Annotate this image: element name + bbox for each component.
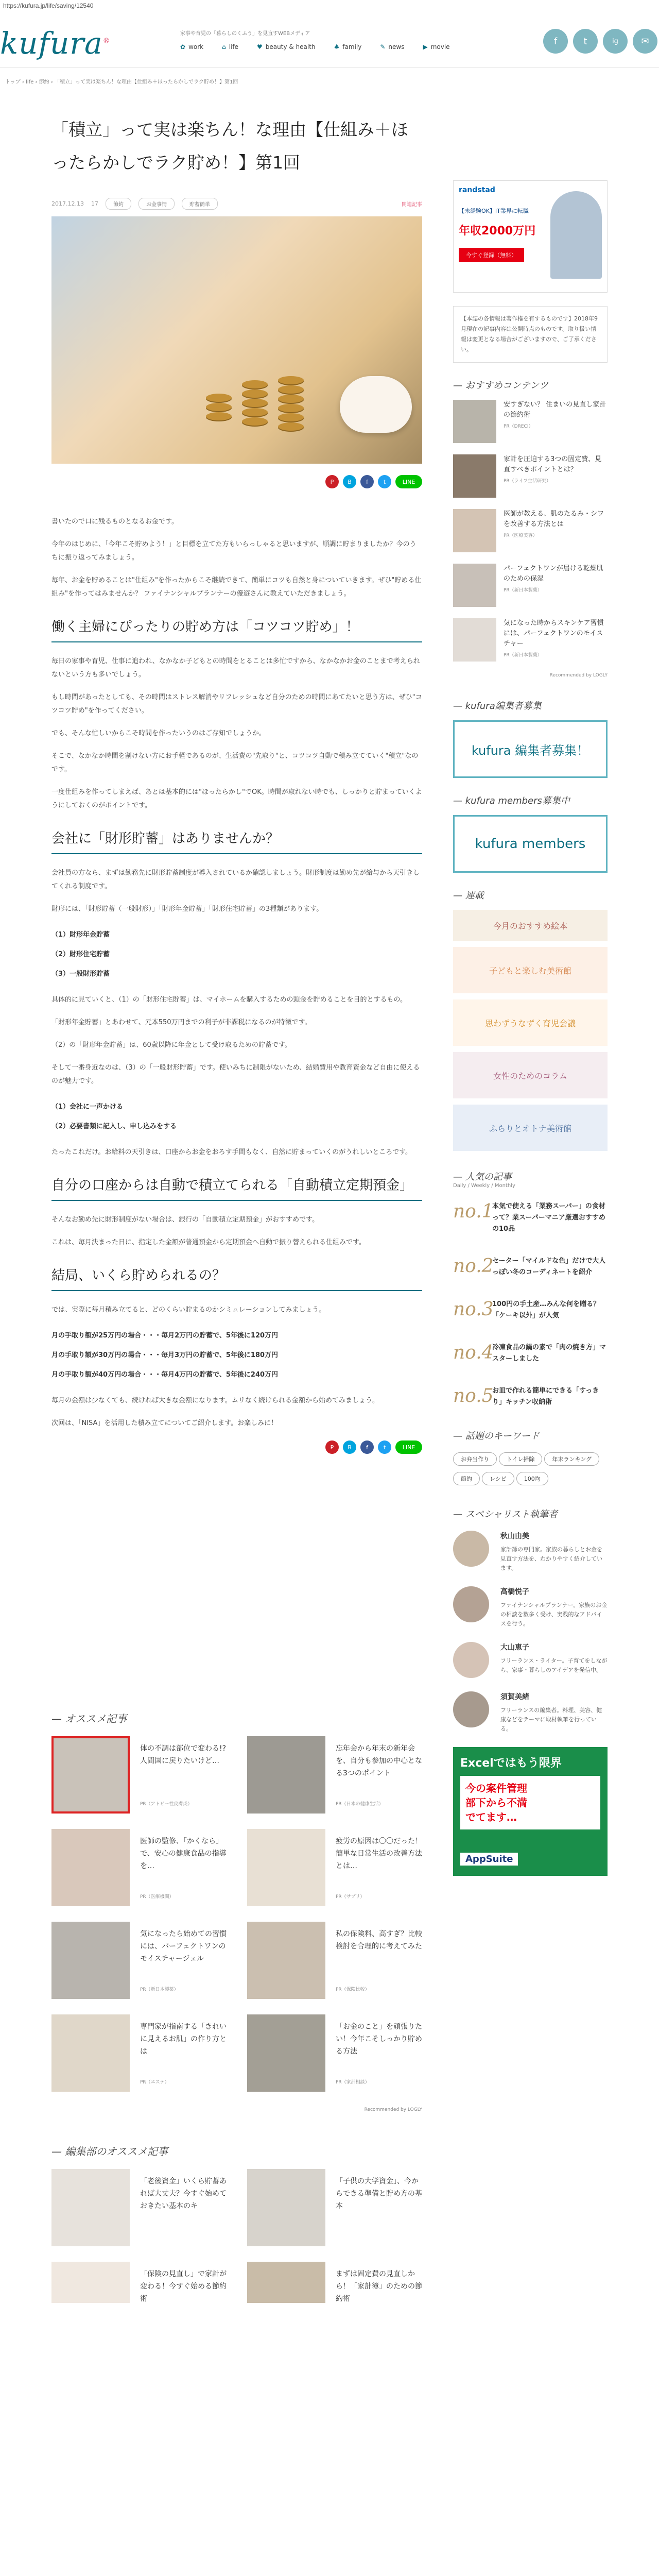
- section-heading: 結局、いくら貯められるの？: [51, 1265, 422, 1291]
- keyword-chip[interactable]: 節約: [453, 1472, 480, 1485]
- tag-chip[interactable]: 節約: [106, 198, 131, 210]
- rec-card[interactable]: 医師の監修、「かくなら」で、安心の健康食品の指導を… PR（医療機関）: [51, 1829, 227, 1906]
- piggy-bank: [340, 376, 412, 433]
- paragraph: 今年のはじめに、「今年こそ貯めよう！」と目標を立てた方もいらっしゃると思いますが、順調に貯まりましたか？今のうちに振り返ってみましょう。: [51, 540, 417, 562]
- line-share-icon[interactable]: LINE: [395, 1440, 422, 1454]
- facebook-share-icon[interactable]: f: [360, 1440, 374, 1454]
- paragraph: 「財形年金貯蓄」とあわせて、元本550万円までの利子が非課税になるのが特徴です。: [51, 1019, 311, 1026]
- pinterest-icon[interactable]: P: [325, 475, 339, 488]
- nav-movie[interactable]: ▶ movie: [423, 43, 450, 50]
- paragraph: これは、毎月決まった日に、指定した金額が普通預金から定期預金へ自動で振り替えられる仕組みです。: [51, 1239, 366, 1246]
- ranking-item[interactable]: no.5 お皿で作れる簡単にできる「すっきり」キッチン収納術: [453, 1385, 599, 1406]
- logly-credit[interactable]: Recommended by LOGLY: [364, 2107, 422, 2112]
- keyword-chip[interactable]: 年末ランキング: [544, 1452, 599, 1466]
- keyword-list: [453, 1452, 608, 1492]
- specialist[interactable]: 高橋悦子 ファイナンシャルプランナー。家族のお金の相談を数多く受け、実践的なアドバイスを行う。: [453, 1586, 608, 1629]
- specialist[interactable]: 須賀美緒 フリーランスの編集者。料理、美容、健康などをテーマに取材執筆を行っている。: [453, 1691, 608, 1734]
- facebook-icon[interactable]: f: [543, 29, 568, 54]
- notice-box: 【本誌の各情報は著作権を有するものです】2018年9月現在の記事内容は公開時点のものです。取り扱い情報は変更となる場合がございますので、ご了承ください。: [453, 306, 608, 363]
- related-link[interactable]: 関連記事: [402, 202, 422, 208]
- hatena-icon[interactable]: B: [343, 475, 356, 488]
- section-heading: — 人気の記事 Daily / Weekly / Monthly: [453, 1172, 515, 1189]
- paragraph: たったこれだけ。お給料の天引きは、口座からお金をおろす手間もなく、自然に貯まっていくのがうれしいところです。: [51, 1148, 412, 1156]
- members-banner[interactable]: kufura members: [453, 815, 608, 873]
- breadcrumb[interactable]: トップ › life › 節約 › 「積立」って実は楽ちん！な理由【仕組み＋ほったらかしでラク貯め！】第1回: [5, 79, 238, 85]
- rec-card[interactable]: 体の不調は部位で変わる!? 人間国に戻りたいけど… PR（アトピー性皮膚炎）: [51, 1736, 227, 1814]
- content-item[interactable]: パーフェクトワンが届ける乾燥肌のための保湿 PR（新日本製薬）: [453, 564, 608, 607]
- article-date: 2017.12.13: [51, 200, 84, 207]
- rec-card[interactable]: 疲労の原因は〇〇だった！簡単な日常生活の改善方法とは… PR（サプリ）: [247, 1829, 422, 1906]
- rec-card[interactable]: 忘年会から年末の新年会を、自分も参加の中心となる3つのポイント PR（日本の健康生活）: [247, 1736, 422, 1814]
- rec-card[interactable]: 気になったら始めての習慣には、パーフェクトワンのモイスチャージェル PR（新日本製薬）: [51, 1922, 227, 1999]
- paragraph: そして一番身近なのは、（3）の「一般財形貯蓄」です。使いみちに制限がないため、結婚費用や教育資金など自由に使えるのが魅力です。: [51, 1064, 420, 1085]
- section-heading: — スペシャリスト執筆者: [453, 1509, 558, 1520]
- paragraph: 具体的に見ていくと、（1）の「財形住宅貯蓄」は、マイホームを購入するための頭金を貯めることを目的とするもの。: [51, 996, 407, 1004]
- list-item: （3）一般財形貯蓄: [51, 970, 110, 978]
- list-item: 月の手取り額が25万円の場合・・・毎月2万円の貯蓄で、5年後に120万円: [51, 1332, 279, 1340]
- list-item: 月の手取り額が30万円の場合・・・毎月3万円の貯蓄で、5年後に180万円: [51, 1351, 279, 1359]
- section-heading: — 編集部のオススメ記事: [51, 2145, 168, 2158]
- instagram-icon[interactable]: ig: [603, 29, 628, 54]
- sidebar: [453, 180, 608, 1876]
- ranking-item[interactable]: no.2 セーター「マイルドな色」だけで大人っぽい冬のコーディネートを紹介: [453, 1256, 606, 1277]
- mail-icon[interactable]: ✉: [633, 29, 657, 54]
- osusume-section: [51, 1710, 422, 2303]
- nav-beauty[interactable]: ♥ beauty & health: [257, 43, 316, 50]
- section-heading: 働く主婦にぴったりの貯め方は「コツコツ貯め」！: [51, 616, 422, 642]
- editor-card[interactable]: 「子供の大学資金」、今からできる準備と貯め方の基本: [247, 2169, 422, 2246]
- nav-life[interactable]: ⌂ life: [222, 43, 239, 50]
- rec-card[interactable]: 私の保険料、高すぎ？比較検討を合理的に考えてみた PR（保険比較）: [247, 1922, 422, 1999]
- ranking-item[interactable]: no.4 冷凍食品の鍋の素で「肉の焼き方」マスターしました: [453, 1342, 606, 1363]
- series-banner[interactable]: 思わずうなずく育児会議: [453, 999, 608, 1046]
- section-heading: — 話題のキーワード: [453, 1431, 540, 1442]
- paragraph: もし時間があったとしても、その時間はストレス解消やリフレッシュなど自分のための時間にあてたいと思う方は、ぜひ"コツコツ貯め"を作ってください。: [51, 693, 422, 715]
- keyword-chip[interactable]: お弁当作り: [453, 1452, 497, 1466]
- excel-ad[interactable]: Excelではもう限界 今の案件管理 部下から不満 でてます… AppSuite: [453, 1747, 608, 1876]
- content-item[interactable]: 安すぎない？ 住まいの見直し家計の節約術 PR（DRECI）: [453, 400, 608, 443]
- keyword-chip[interactable]: トイレ掃除: [499, 1452, 542, 1466]
- series-banner[interactable]: ふらりとオトナ美術館: [453, 1105, 608, 1151]
- keyword-chip[interactable]: レシピ: [482, 1472, 514, 1485]
- paragraph: 一度仕組みを作ってしまえば、あとは基本的には"ほったらかし"でOK。時間が取れない時でも、しっかりと貯まっていくようにしておくのがポイントです。: [51, 788, 422, 809]
- twitter-share-icon[interactable]: t: [378, 1440, 391, 1454]
- url-bar[interactable]: https://kufura.jp/life/saving/12540: [3, 2, 94, 9]
- paragraph: 次回は、「NISA」を活用した積み立てについてご紹介します。お楽しみに！: [51, 1419, 278, 1427]
- content-item[interactable]: 気になった時からスキンケア習慣には、パーフェクトワンのモイスチャー PR（新日本製薬）: [453, 618, 608, 662]
- list-item: （1）会社に一声かける: [51, 1103, 124, 1111]
- section-heading: — kufura編集者募集: [453, 701, 542, 711]
- facebook-share-icon[interactable]: f: [360, 475, 374, 488]
- rec-card[interactable]: 「お金のこと」を頑張りたい！今年こそしっかり貯める方法 PR（家計相談）: [247, 2014, 422, 2092]
- page-title: 「積立」って実は楽ちん！な理由【仕組み＋ほったらかしでラク貯め！】第1回: [51, 120, 408, 173]
- paragraph: そんなお勤め先に財形制度がない場合は、銀行の「自動積立定期預金」がおすすめです。: [51, 1216, 319, 1224]
- list-item: （2）財形住宅貯蓄: [51, 951, 110, 958]
- editor-card[interactable]: 「老後資金」いくら貯蓄あれば大丈夫？今すぐ始めておきたい基本のキ: [51, 2169, 227, 2246]
- section-heading: — おすすめコンテンツ: [453, 380, 549, 391]
- list-item: （1）財形年金貯蓄: [51, 931, 110, 939]
- pinterest-icon[interactable]: P: [325, 1440, 339, 1454]
- paragraph: 財形には、「財形貯蓄（一般財形）」「財形年金貯蓄」「財形住宅貯蓄」の3種類があります。: [51, 905, 323, 913]
- recruit-banner[interactable]: kufura 編集者募集！: [453, 720, 608, 778]
- paragraph: 毎月の金額は少なくても、続ければ大きな金額になります。ムリなく続けられる金額から始めてみましょう。: [51, 1397, 379, 1404]
- hatena-icon[interactable]: B: [343, 1440, 356, 1454]
- list-item: （2）必要書類に記入し、申し込みをする: [51, 1123, 177, 1130]
- site-logo[interactable]: kufura®: [0, 26, 111, 61]
- series-banner[interactable]: 子どもと楽しむ美術館: [453, 947, 608, 993]
- section-heading: 会社に「財形貯蓄」はありませんか？: [51, 828, 422, 854]
- site-header: [0, 11, 659, 68]
- paragraph: 会社員の方なら、まずは勤務先に財形貯蓄制度が導入されているか確認しましょう。財形制度は勤め先が給与から天引きしてくれる制度です。: [51, 869, 420, 890]
- ranking-item[interactable]: no.3 100円の手土産…みんな何を贈る？「ケーキ以外」が人気: [453, 1299, 600, 1320]
- like-count[interactable]: 17: [91, 200, 98, 207]
- share-bar-bottom: [51, 1440, 422, 1454]
- series-banner[interactable]: 今月のおすすめ絵本: [453, 910, 608, 941]
- twitter-share-icon[interactable]: t: [378, 475, 391, 488]
- article-body: [51, 515, 422, 1454]
- paragraph: そこで、なかなか時間を割けない方にお手軽であるのが、生活費の"先取り"と、コツコツ自動で積み立てていく"積立"なのです。: [51, 752, 419, 773]
- paragraph: 毎年、お金を貯めることは"仕組み"を作ったからこそ継続できて、簡単にコツも自然と身についていきます。ぜひ"貯める仕組み"を作ってはみませんか？ ファイナンシャルプランナーの優遊さんに教えていただきましょう。: [51, 577, 422, 598]
- ad-person: [550, 191, 602, 279]
- hero-image: [51, 216, 422, 464]
- section-heading: — kufura members募集中: [453, 795, 570, 806]
- main-nav: [180, 43, 450, 50]
- editor-card[interactable]: 「保険の見直し」で家計が変わる！今すぐ始める節約術: [51, 2262, 227, 2303]
- nav-news[interactable]: ✎ news: [380, 43, 405, 50]
- paragraph: でも、そんな忙しいからこそ時間を作ったいうのはご存知でしょうか。: [51, 730, 266, 737]
- section-heading: — オススメ記事: [51, 1713, 127, 1725]
- list-item: 月の手取り額が40万円の場合・・・毎月4万円の貯蓄で、5年後に240万円: [51, 1371, 279, 1379]
- section-heading: 自分の口座からは自動で積立てられる「自動積立定期預金」: [51, 1175, 422, 1201]
- content-item[interactable]: 医師が教える、肌のたるみ・シワを改善する方法とは PR（医療美容）: [453, 509, 608, 552]
- twitter-icon[interactable]: t: [573, 29, 598, 54]
- hero-area: [51, 113, 422, 505]
- ranking-item[interactable]: no.1 本気で使える「業務スーパー」の食材って？業スーパーマニア厳選おすすめの10品: [453, 1201, 605, 1233]
- paragraph: （2）の「財形年金貯蓄」は、60歳以降に年金として受け取るための貯蓄です。: [51, 1041, 291, 1049]
- nav-family[interactable]: ♣ family: [334, 43, 362, 50]
- content-item[interactable]: 家計を圧迫する3つの固定費、見直すべきポイントとは？ PR（ライフ生活研究）: [453, 454, 608, 498]
- site-tagline: 家事や育児の「暮らしのくふう」を見直すWEBメディア: [180, 31, 310, 37]
- series-banner[interactable]: 女性のためのコラム: [453, 1052, 608, 1098]
- ad-banner[interactable]: randstad 【未経験OK】IT業界に転職 年収2000万円 今すぐ登録（無料）: [453, 180, 608, 293]
- line-share-icon[interactable]: LINE: [395, 475, 422, 488]
- paragraph: 書いたので口に残るものとなるお金です。: [51, 518, 178, 526]
- section-heading: — 連載: [453, 890, 484, 901]
- tag-chip[interactable]: お金事情: [138, 198, 175, 210]
- specialist[interactable]: 大山恵子 フリーランス・ライター。子育てをしながら、家事・暮らしのアイデアを発信中。: [453, 1642, 608, 1678]
- paragraph: 毎日の家事や育児、仕事に追われ、なかなか子どもとの時間をとることは多忙ですから、なかなかお金のことまで考えられないという方も多いでしょう。: [51, 657, 420, 679]
- logly-credit[interactable]: Recommended by LOGLY: [549, 673, 608, 678]
- rec-card[interactable]: 専門家が指南する「きれいに見えるお肌」の作り方とは PR（エステ）: [51, 2014, 227, 2092]
- tag-chip[interactable]: 貯蓄簡単: [182, 198, 218, 210]
- keyword-chip[interactable]: 100均: [516, 1472, 548, 1485]
- nav-work[interactable]: ✿ work: [180, 43, 204, 50]
- specialist[interactable]: 秋山由美 家計簿の専門家。家族の暮らしとお金を見直す方法を、わかりやすく紹介しています。: [453, 1531, 608, 1573]
- paragraph: では、実際に毎月積み立てると、どのくらい貯まるのかシミュレーションしてみましょう。: [51, 1306, 326, 1314]
- share-bar: [51, 475, 422, 488]
- editor-card[interactable]: まずは固定費の見直しから！「家計簿」のための節約術: [247, 2262, 422, 2303]
